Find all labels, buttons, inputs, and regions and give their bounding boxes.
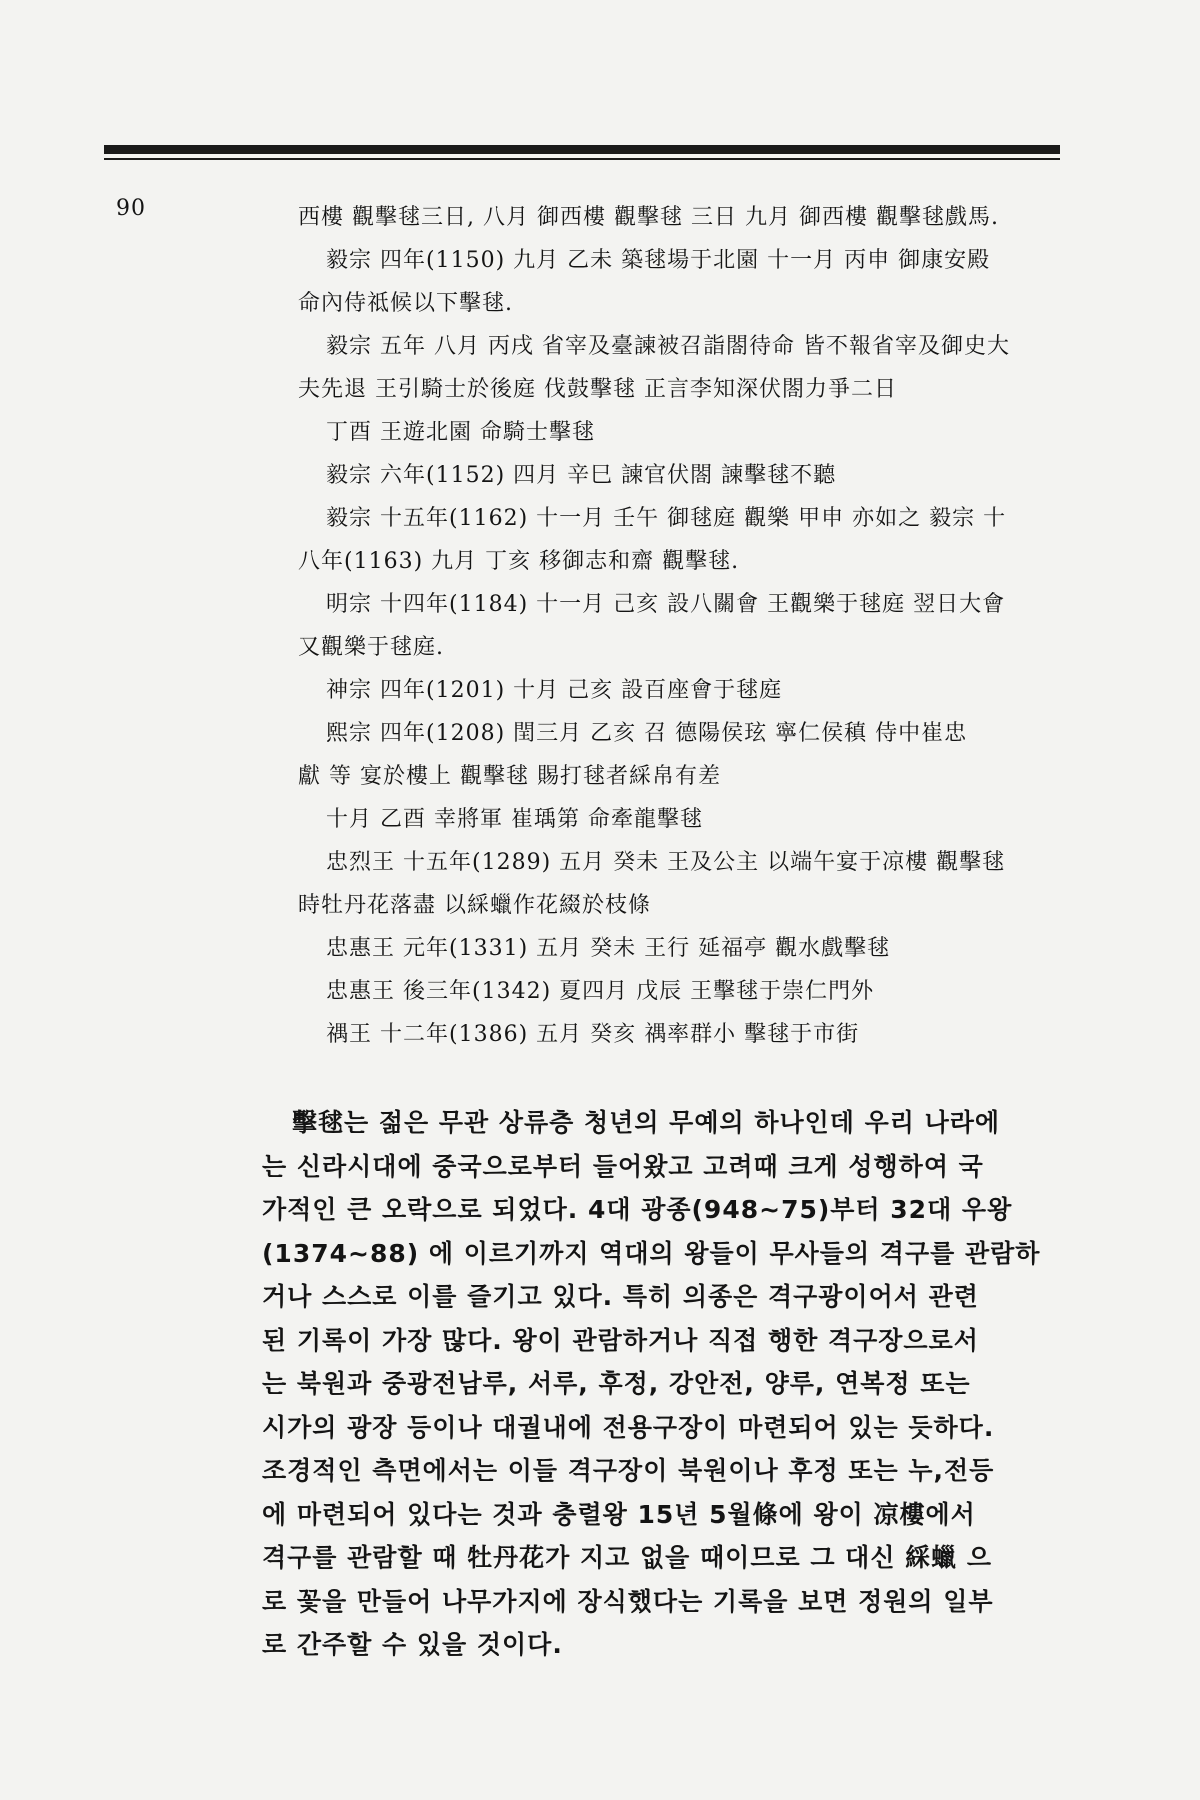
- hanja-line: 忠烈王 十五年(1289) 五月 癸未 王及公主 以端午宴于凉樓 觀擊毬: [326, 850, 1006, 875]
- header-rule-thick: [104, 145, 1060, 154]
- hanja-line: 時牡丹花落盡 以綵蠟作花綴於枝條: [298, 893, 651, 918]
- hanja-line: 命內侍祗候以下擊毬.: [298, 291, 513, 316]
- hanja-line: 禑王 十二年(1386) 五月 癸亥 禑率群小 擊毬于市街: [326, 1022, 860, 1047]
- hanja-line: 獻 等 宴於樓上 觀擊毬 賜打毬者綵帛有差: [298, 764, 721, 789]
- korean-line: 된 기록이 가장 많다. 왕이 관람하거나 직접 행한 격구장으로서: [262, 1325, 979, 1355]
- korean-line: 擊毬는 젊은 무관 상류층 청년의 무예의 하나인데 우리 나라에: [292, 1108, 1001, 1137]
- korean-line: 가적인 큰 오락으로 되었다. 4대 광종(948~75)부터 32대 우왕: [262, 1195, 1013, 1224]
- hanja-line: 毅宗 十五年(1162) 十一月 壬午 御毬庭 觀樂 甲申 亦如之 毅宗 十: [326, 506, 1007, 531]
- hanja-line: 神宗 四年(1201) 十月 己亥 設百座會于毬庭: [326, 678, 783, 703]
- korean-line: 는 신라시대에 중국으로부터 들어왔고 고려때 크게 성행하여 국: [262, 1151, 984, 1181]
- korean-line: 조경적인 측면에서는 이들 격구장이 북원이나 후정 또는 누,전등: [262, 1456, 995, 1485]
- hanja-record-block: [298, 196, 1056, 1056]
- korean-line: 에 마련되어 있다는 것과 충렬왕 15년 5월條에 왕이 凉樓에서: [262, 1499, 976, 1529]
- hanja-line: 八年(1163) 九月 丁亥 移御志和齋 觀擊毬.: [298, 549, 740, 574]
- korean-line: (1374~88) 에 이르기까지 역대의 왕들이 무사들의 격구를 관람하: [262, 1238, 1041, 1268]
- korean-line: 시가의 광장 등이나 대궐내에 전용구장이 마련되어 있는 듯하다.: [262, 1412, 995, 1442]
- header-rule-thin: [104, 158, 1060, 160]
- hanja-line: 毅宗 六年(1152) 四月 辛巳 諫官伏閤 諫擊毬不聽: [326, 463, 837, 488]
- hanja-line: 西樓 觀擊毬三日, 八月 御西樓 觀擊毬 三日 九月 御西樓 觀擊毬戲馬.: [298, 205, 999, 230]
- korean-commentary-paragraph: [262, 1101, 1054, 1667]
- hanja-line: 毅宗 四年(1150) 九月 乙未 築毬場于北園 十一月 丙申 御康安殿: [326, 248, 991, 273]
- korean-line: 로 간주할 수 있을 것이다.: [262, 1630, 563, 1659]
- korean-line: 격구를 관람할 때 牡丹花가 지고 없을 때이므로 그 대신 綵蠟 으: [262, 1543, 993, 1572]
- hanja-line: 熙宗 四年(1208) 閏三月 乙亥 召 德陽侯玹 寧仁侯稹 侍中崔忠: [326, 721, 968, 746]
- hanja-line: 忠惠王 元年(1331) 五月 癸未 王行 延福亭 觀水戲擊毬: [326, 936, 891, 961]
- hanja-line: 又觀樂于毬庭.: [298, 635, 444, 660]
- hanja-line: 毅宗 五年 八月 丙戌 省宰及臺諫被召詣閤待命 皆不報省宰及御史大: [326, 334, 1010, 359]
- hanja-line: 明宗 十四年(1184) 十一月 己亥 設八關會 王觀樂于毬庭 翌日大會: [326, 592, 1006, 617]
- korean-line: 로 꽃을 만들어 나무가지에 장식했다는 기록을 보면 정원의 일부: [262, 1586, 994, 1616]
- hanja-line: 十月 乙酉 幸將軍 崔瑀第 命牽龍擊毬: [326, 807, 703, 832]
- korean-line: 는 북원과 중광전남루, 서루, 후정, 강안전, 양루, 연복정 또는: [262, 1369, 971, 1398]
- korean-line: 거나 스스로 이를 즐기고 있다. 특히 의종은 격구광이어서 관련: [262, 1282, 979, 1311]
- hanja-line: 夫先退 王引騎士於後庭 伐鼓擊毬 正言李知深伏閤力爭二日: [298, 377, 897, 402]
- page-number: 90: [116, 196, 146, 221]
- hanja-line: 丁酉 王遊北園 命騎士擊毬: [326, 420, 595, 445]
- hanja-line: 忠惠王 後三年(1342) 夏四月 戊辰 王擊毬于崇仁門外: [326, 979, 875, 1004]
